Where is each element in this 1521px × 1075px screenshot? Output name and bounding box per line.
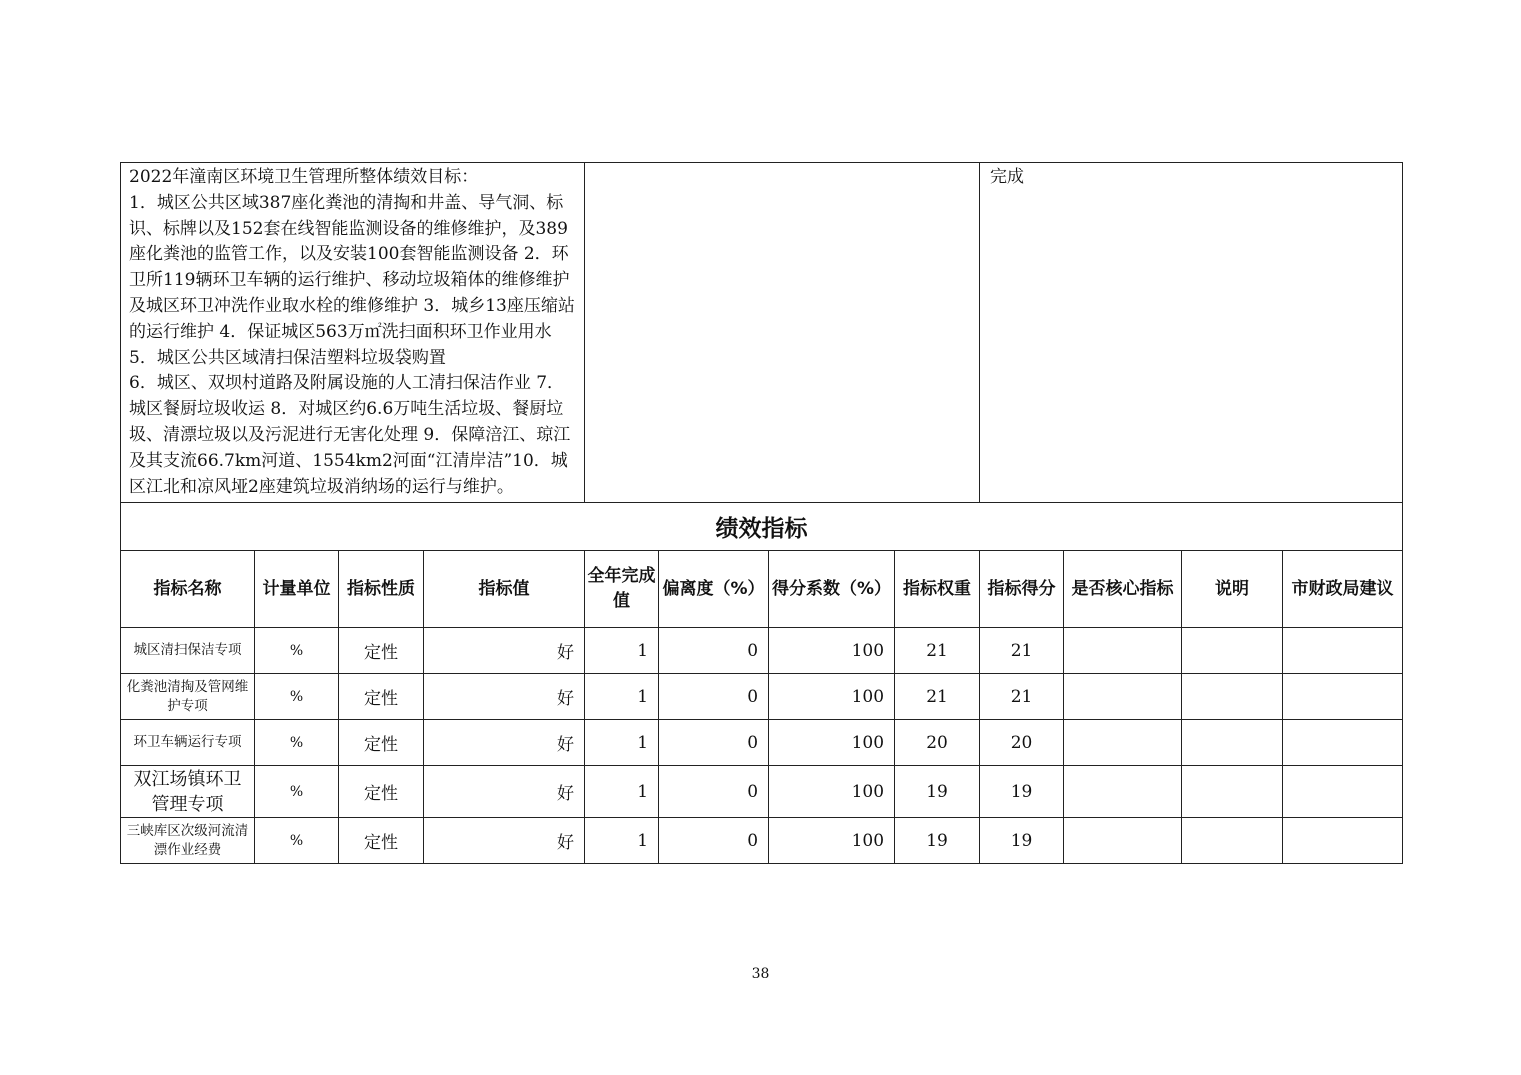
- core-value: [1064, 818, 1182, 864]
- advice-value: [1283, 674, 1403, 720]
- header-nature: 指标性质: [339, 551, 424, 628]
- annual-value: 1: [585, 674, 659, 720]
- goal-text: [121, 163, 585, 503]
- coef-value: 100: [769, 818, 895, 864]
- core-value: [1064, 674, 1182, 720]
- weight-value: 19: [895, 766, 980, 818]
- note-value: [1182, 818, 1283, 864]
- annual-value: 1: [585, 720, 659, 766]
- advice-value: [1283, 628, 1403, 674]
- core-value: [1064, 628, 1182, 674]
- deviation-value: 0: [659, 628, 769, 674]
- annual-value: 1: [585, 818, 659, 864]
- indicator-value: 好: [424, 766, 585, 818]
- indicator-name: 化粪池清掏及管网维护专项: [121, 674, 255, 720]
- indicator-name: 城区清扫保洁专项: [121, 628, 255, 674]
- indicator-value: 好: [424, 674, 585, 720]
- weight-value: 21: [895, 674, 980, 720]
- annual-value: 1: [585, 766, 659, 818]
- coef-value: 100: [769, 674, 895, 720]
- performance-table: [120, 162, 1403, 864]
- header-name: 指标名称: [121, 551, 255, 628]
- header-core: 是否核心指标: [1064, 551, 1182, 628]
- indicator-unit: %: [255, 766, 339, 818]
- header-coef: 得分系数（%）: [769, 551, 895, 628]
- header-unit: 计量单位: [255, 551, 339, 628]
- goal-status: 完成: [980, 163, 1403, 503]
- score-value: 19: [980, 766, 1064, 818]
- indicator-unit: %: [255, 628, 339, 674]
- header-note: 说明: [1182, 551, 1283, 628]
- indicator-nature: 定性: [339, 628, 424, 674]
- section-title-row: [121, 503, 1403, 551]
- indicator-nature: 定性: [339, 818, 424, 864]
- advice-value: [1283, 818, 1403, 864]
- score-value: 19: [980, 818, 1064, 864]
- advice-value: [1283, 766, 1403, 818]
- indicator-name: 三峡库区次级河流清漂作业经费: [121, 818, 255, 864]
- deviation-value: 0: [659, 766, 769, 818]
- table-row: [121, 720, 1403, 766]
- goal-description: 2022年潼南区环境卫生管理所整体绩效目标： 1．城区公共区域387座化粪池的清掏和井盖、导气洞、标识、标牌以及152套在线智能监测设备的维修维护，及389座化粪池的监管工作，以及安装100套智能监测设备 2．环卫所119辆环卫车辆的运行维护、移动垃圾箱体的维修维护及城区环卫冲洗作业取水栓的维修维护 3．城乡13座压缩站的运行维护 4．保证城区563万㎡洗扫面积环卫作业用水 5．城区公共区域清扫保洁塑料垃圾袋购置 6．城区、双坝村道路及附属设施的人工清扫保洁作业 7．城区餐厨垃圾收运 8．对城区约6.6万吨生活垃圾、餐厨垃圾、清漂垃圾以及污泥进行无害化处理 9．保障涪江、琼江及其支流66.7km河道、1554km2河面“江清岸洁”10．城区江北和凉风垭2座建筑垃圾消纳场的运行与维护。: [129, 167, 575, 497]
- weight-value: 21: [895, 628, 980, 674]
- indicator-name: 双江场镇环卫管理专项: [121, 766, 255, 818]
- indicator-nature: 定性: [339, 766, 424, 818]
- page-number: 38: [751, 966, 770, 982]
- core-value: [1064, 766, 1182, 818]
- header-weight: 指标权重: [895, 551, 980, 628]
- indicator-value: 好: [424, 628, 585, 674]
- indicator-value: 好: [424, 818, 585, 864]
- score-value: 21: [980, 628, 1064, 674]
- indicator-unit: %: [255, 720, 339, 766]
- weight-value: 19: [895, 818, 980, 864]
- header-annual: 全年完成值: [585, 551, 659, 628]
- section-title: 绩效指标: [121, 503, 1403, 551]
- indicator-unit: %: [255, 674, 339, 720]
- annual-value: 1: [585, 628, 659, 674]
- note-value: [1182, 674, 1283, 720]
- advice-value: [1283, 720, 1403, 766]
- coef-value: 100: [769, 628, 895, 674]
- coef-value: 100: [769, 766, 895, 818]
- core-value: [1064, 720, 1182, 766]
- table-row: [121, 628, 1403, 674]
- header-advice: 市财政局建议: [1283, 551, 1403, 628]
- header-row: [121, 551, 1403, 628]
- indicator-nature: 定性: [339, 720, 424, 766]
- header-score: 指标得分: [980, 551, 1064, 628]
- goal-blank-cell: [585, 163, 980, 503]
- goal-row: [121, 163, 1403, 503]
- note-value: [1182, 766, 1283, 818]
- score-value: 21: [980, 674, 1064, 720]
- indicator-unit: %: [255, 818, 339, 864]
- coef-value: 100: [769, 720, 895, 766]
- table-row: [121, 766, 1403, 818]
- weight-value: 20: [895, 720, 980, 766]
- table-row: [121, 818, 1403, 864]
- deviation-value: 0: [659, 674, 769, 720]
- header-value: 指标值: [424, 551, 585, 628]
- deviation-value: 0: [659, 818, 769, 864]
- score-value: 20: [980, 720, 1064, 766]
- indicator-name: 环卫车辆运行专项: [121, 720, 255, 766]
- indicator-nature: 定性: [339, 674, 424, 720]
- header-deviation: 偏离度（%）: [659, 551, 769, 628]
- deviation-value: 0: [659, 720, 769, 766]
- table-row: [121, 674, 1403, 720]
- note-value: [1182, 720, 1283, 766]
- note-value: [1182, 628, 1283, 674]
- indicator-value: 好: [424, 720, 585, 766]
